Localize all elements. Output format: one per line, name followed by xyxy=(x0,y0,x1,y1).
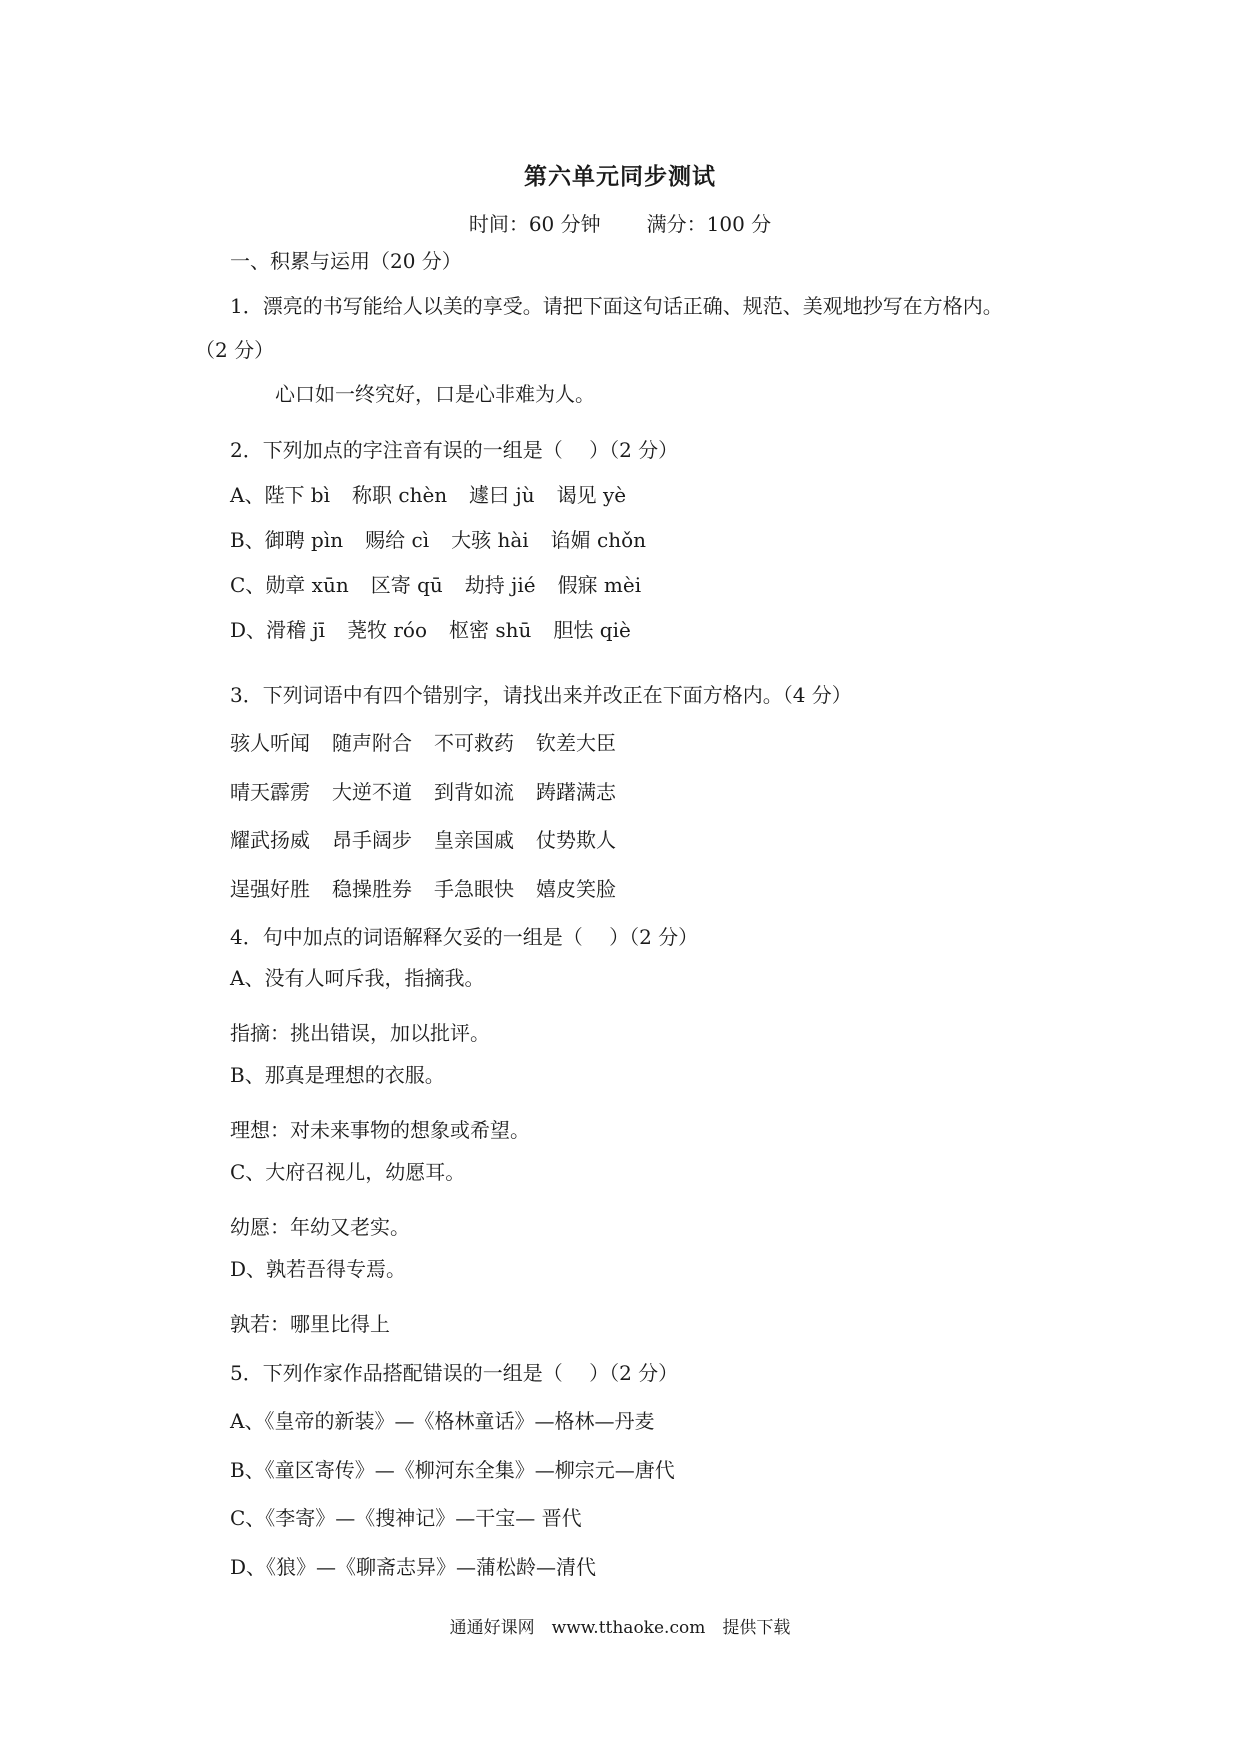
word: 逞强好胜 xyxy=(230,877,310,901)
word: 骇人听闻 xyxy=(230,731,310,755)
q1-stem: 1．漂亮的书写能给人以美的享受。请把下面这句话正确、规范、美观地抄写在方格内。 xyxy=(230,294,1003,318)
option-item: 称职 chèn xyxy=(352,483,448,507)
q1-points: （2 分） xyxy=(195,338,275,362)
option-label: B、 xyxy=(230,528,265,552)
q2-option-c xyxy=(230,569,663,598)
q4-option-a: A、没有人呵斥我，指摘我。 xyxy=(230,966,485,990)
q2-stem: 2．下列加点的字注音有误的一组是（ ）（2 分） xyxy=(230,438,679,462)
q4-option-d: D、孰若吾得专焉。 xyxy=(230,1257,407,1281)
q5-option-d: D、《狼》—《聊斋志异》—蒲松龄—清代 xyxy=(230,1555,597,1579)
section-heading: 一、积累与运用（20 分） xyxy=(230,249,462,273)
footer-credit: 通通好课网 www.tthaoke.com 提供下载 xyxy=(449,1618,791,1638)
word: 随声附合 xyxy=(332,731,412,755)
option-item: 荛牧 róo xyxy=(347,618,428,642)
option-item: 赐给 cì xyxy=(365,528,430,552)
option-item: 陛下 bì xyxy=(264,483,331,507)
option-item: 遽曰 jù xyxy=(469,483,535,507)
q3-word-row xyxy=(230,873,638,902)
word: 到背如流 xyxy=(434,780,514,804)
word: 踌躇满志 xyxy=(536,780,616,804)
q4-definition-a: 指摘：挑出错误，加以批评。 xyxy=(230,1021,490,1045)
q2-option-a xyxy=(230,479,648,508)
q3-word-row xyxy=(230,824,638,853)
word: 手急眼快 xyxy=(434,877,514,901)
word: 嬉皮笑脸 xyxy=(536,877,616,901)
q4-definition-b: 理想：对未来事物的想象或希望。 xyxy=(230,1118,530,1142)
q4-definition-d: 孰若：哪里比得上 xyxy=(230,1312,390,1336)
option-item: 假寐 mèi xyxy=(557,573,642,597)
q4-definition-c: 幼愿：年幼又老实。 xyxy=(230,1215,410,1239)
q5-option-c: C、《李寄》—《搜神记》—干宝— 晋代 xyxy=(230,1506,582,1530)
q4-option-b: B、那真是理想的衣服。 xyxy=(230,1063,445,1087)
word: 钦差大臣 xyxy=(536,731,616,755)
q4-stem: 4．句中加点的词语解释欠妥的一组是（ ）（2 分） xyxy=(230,925,699,949)
word: 不可救药 xyxy=(434,731,514,755)
q2-option-d xyxy=(230,614,653,643)
q3-stem: 3．下列词语中有四个错别字，请找出来并改正在下面方格内。（4 分） xyxy=(230,683,852,707)
word: 昂手阔步 xyxy=(332,828,412,852)
q5-option-b: B、《童区寄传》—《柳河东全集》—柳宗元—唐代 xyxy=(230,1458,675,1482)
option-item: 滑稽 jī xyxy=(266,618,326,642)
option-item: 勋章 xūn xyxy=(265,573,349,597)
option-item: 枢密 shū xyxy=(449,618,532,642)
option-label: A、 xyxy=(230,483,265,507)
word: 稳操胜券 xyxy=(332,877,412,901)
q4-option-c: C、大府召视儿，幼愿耳。 xyxy=(230,1160,466,1184)
option-item: 谄媚 chǒn xyxy=(550,528,647,552)
option-item: 御聘 pìn xyxy=(264,528,344,552)
q3-word-row xyxy=(230,727,638,756)
word: 晴天霹雳 xyxy=(230,780,310,804)
option-label: C、 xyxy=(230,573,266,597)
option-item: 胆怯 qiè xyxy=(553,618,631,642)
q3-word-row xyxy=(230,776,638,805)
option-item: 劫持 jié xyxy=(464,573,536,597)
word: 皇亲国戚 xyxy=(434,828,514,852)
q2-option-b xyxy=(230,524,668,553)
option-item: 大骇 hài xyxy=(451,528,529,552)
option-label: D、 xyxy=(230,618,267,642)
q5-option-a: A、《皇帝的新装》—《格林童话》—格林—丹麦 xyxy=(230,1409,655,1433)
time-limit: 时间：60 分钟 xyxy=(468,212,601,236)
word: 耀武扬威 xyxy=(230,828,310,852)
q1-text: 心口如一终究好，口是心非难为人。 xyxy=(275,382,595,406)
q5-stem: 5．下列作家作品搭配错误的一组是（ ）（2 分） xyxy=(230,1361,679,1385)
word: 大逆不道 xyxy=(332,780,412,804)
option-item: 谒见 yè xyxy=(556,483,627,507)
option-item: 区寄 qū xyxy=(370,573,443,597)
exam-meta xyxy=(0,208,1240,237)
full-score: 满分：100 分 xyxy=(646,212,772,236)
page-title: 第六单元同步测试 xyxy=(524,163,716,190)
word: 仗势欺人 xyxy=(536,828,616,852)
